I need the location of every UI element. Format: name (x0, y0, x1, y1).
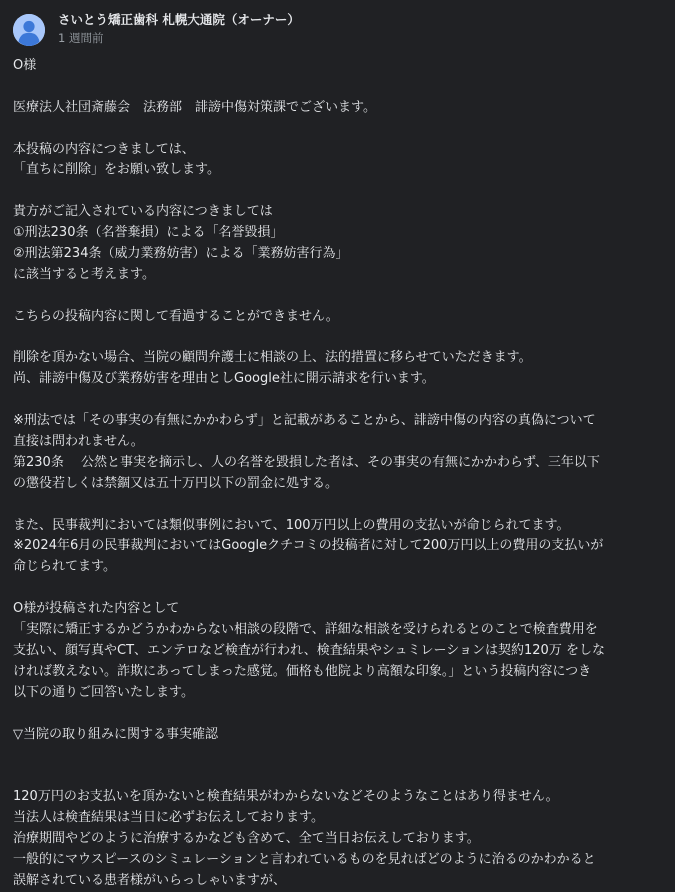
reply-text-line: 一般的にマウスピースのシミュレーションと言われているものを見ればどのように治るのかわかると (13, 851, 596, 867)
reply-text-line: に該当すると考えます。 (13, 266, 155, 282)
blank-line (13, 286, 668, 307)
person-icon (13, 14, 45, 46)
reply-text-line: 誤解されている患者様がいらっしゃいますが、 (13, 872, 287, 888)
blank-line (13, 390, 668, 411)
reply-text-line: 医療法人社団斎藤会 法務部 誹謗中傷対策課でございます。 (13, 99, 376, 115)
reply-text-line: 当法人は検査結果は当日に必ずお伝えしております。 (13, 810, 324, 826)
reply-text-line: ①刑法230条（名誉棄損）による「名誉毀損」 (13, 225, 284, 241)
blank-line (13, 328, 668, 349)
reply-text-line: また、民事裁判においては類似事例において、100万円以上の費用の支払いが命じられてます。 (13, 517, 570, 533)
reply-text-line: 「実際に矯正するかどうかわからない相談の段階で、詳細な相談を受けられるとのことで検査費用を (13, 622, 598, 638)
reply-text-line: 命じられてます。 (13, 559, 116, 575)
reply-text-line: ければ教えない。詐欺にあってしまった感覚。価格も他院より高額な印象。」という投稿内容につき (13, 663, 592, 679)
reply-body (13, 56, 668, 892)
blank-line (13, 181, 668, 202)
avatar[interactable] (13, 14, 45, 46)
reply-text-line: 支払い、顔写真やCT、エンテロなど検査が行われ、検査結果やシュミレーションは契約120万 をしな (13, 642, 605, 658)
owner-name[interactable]: さいとう矯正歯科 札幌大通院（オーナー） (58, 12, 300, 27)
reply-text-line: の懲役若しくは禁錮又は五十万円以下の罰金に処する。 (13, 475, 339, 491)
reply-text-line: 尚、誹謗中傷及び業務妨害を理由としGoogle社に開示請求を行います。 (13, 371, 435, 387)
reply-text-line: 直接は問われません。 (13, 434, 144, 450)
reply-text-line: O様が投稿された内容として (13, 601, 180, 617)
reply-text-line: ※2024年6月の民事裁判においてはGoogleクチコミの投稿者に対して200万円以上の費用の支払いが (13, 538, 604, 554)
reply-text-line: 120万円のお支払いを頂かないと検査結果がわからないなどそのようなことはあり得ません。 (13, 789, 559, 805)
reply-header (0, 0, 675, 52)
reply-text-line: ②刑法第234条（威力業務妨害）による「業務妨害行為」 (13, 246, 349, 262)
blank-line (13, 578, 668, 599)
blank-line (13, 495, 668, 516)
blank-line (13, 766, 668, 787)
reply-text-line: 削除を頂かない場合、当院の顧問弁護士に相談の上、法的措置に移らせていただきます。 (13, 350, 532, 366)
reply-text-line: 貴方がご記入されている内容につきましては (13, 204, 273, 220)
reply-text-line: 「直ちに削除」をお願い致します。 (13, 162, 220, 178)
reply-text-line: 以下の通りご回答いたします。 (13, 684, 194, 700)
reply-text-line: 本投稿の内容につきましては、 (13, 141, 195, 157)
blank-line (13, 745, 668, 766)
reply-text-line: O様 (13, 58, 37, 73)
blank-line (13, 77, 668, 98)
reply-text-line: 治療期間やどのように治療するかなども含めて、全て当日お伝えしております。 (13, 830, 480, 846)
reply-text-line: ▽当院の取り組みに関する事実確認 (13, 726, 218, 742)
blank-line (13, 119, 668, 140)
reply-text-line: 第230条 公然と事実を摘示し、人の名誉を毀損した者は、その事実の有無にかかわらず、三年以下 (13, 454, 600, 470)
reply-text-line: ※刑法では「その事実の有無にかかわらず」と記載があることから、誹謗中傷の内容の真偽について (13, 413, 596, 429)
reply-text-line: こちらの投稿内容に関して看過することができません。 (13, 308, 339, 324)
blank-line (13, 704, 668, 725)
timestamp: 1 週間前 (58, 31, 104, 45)
